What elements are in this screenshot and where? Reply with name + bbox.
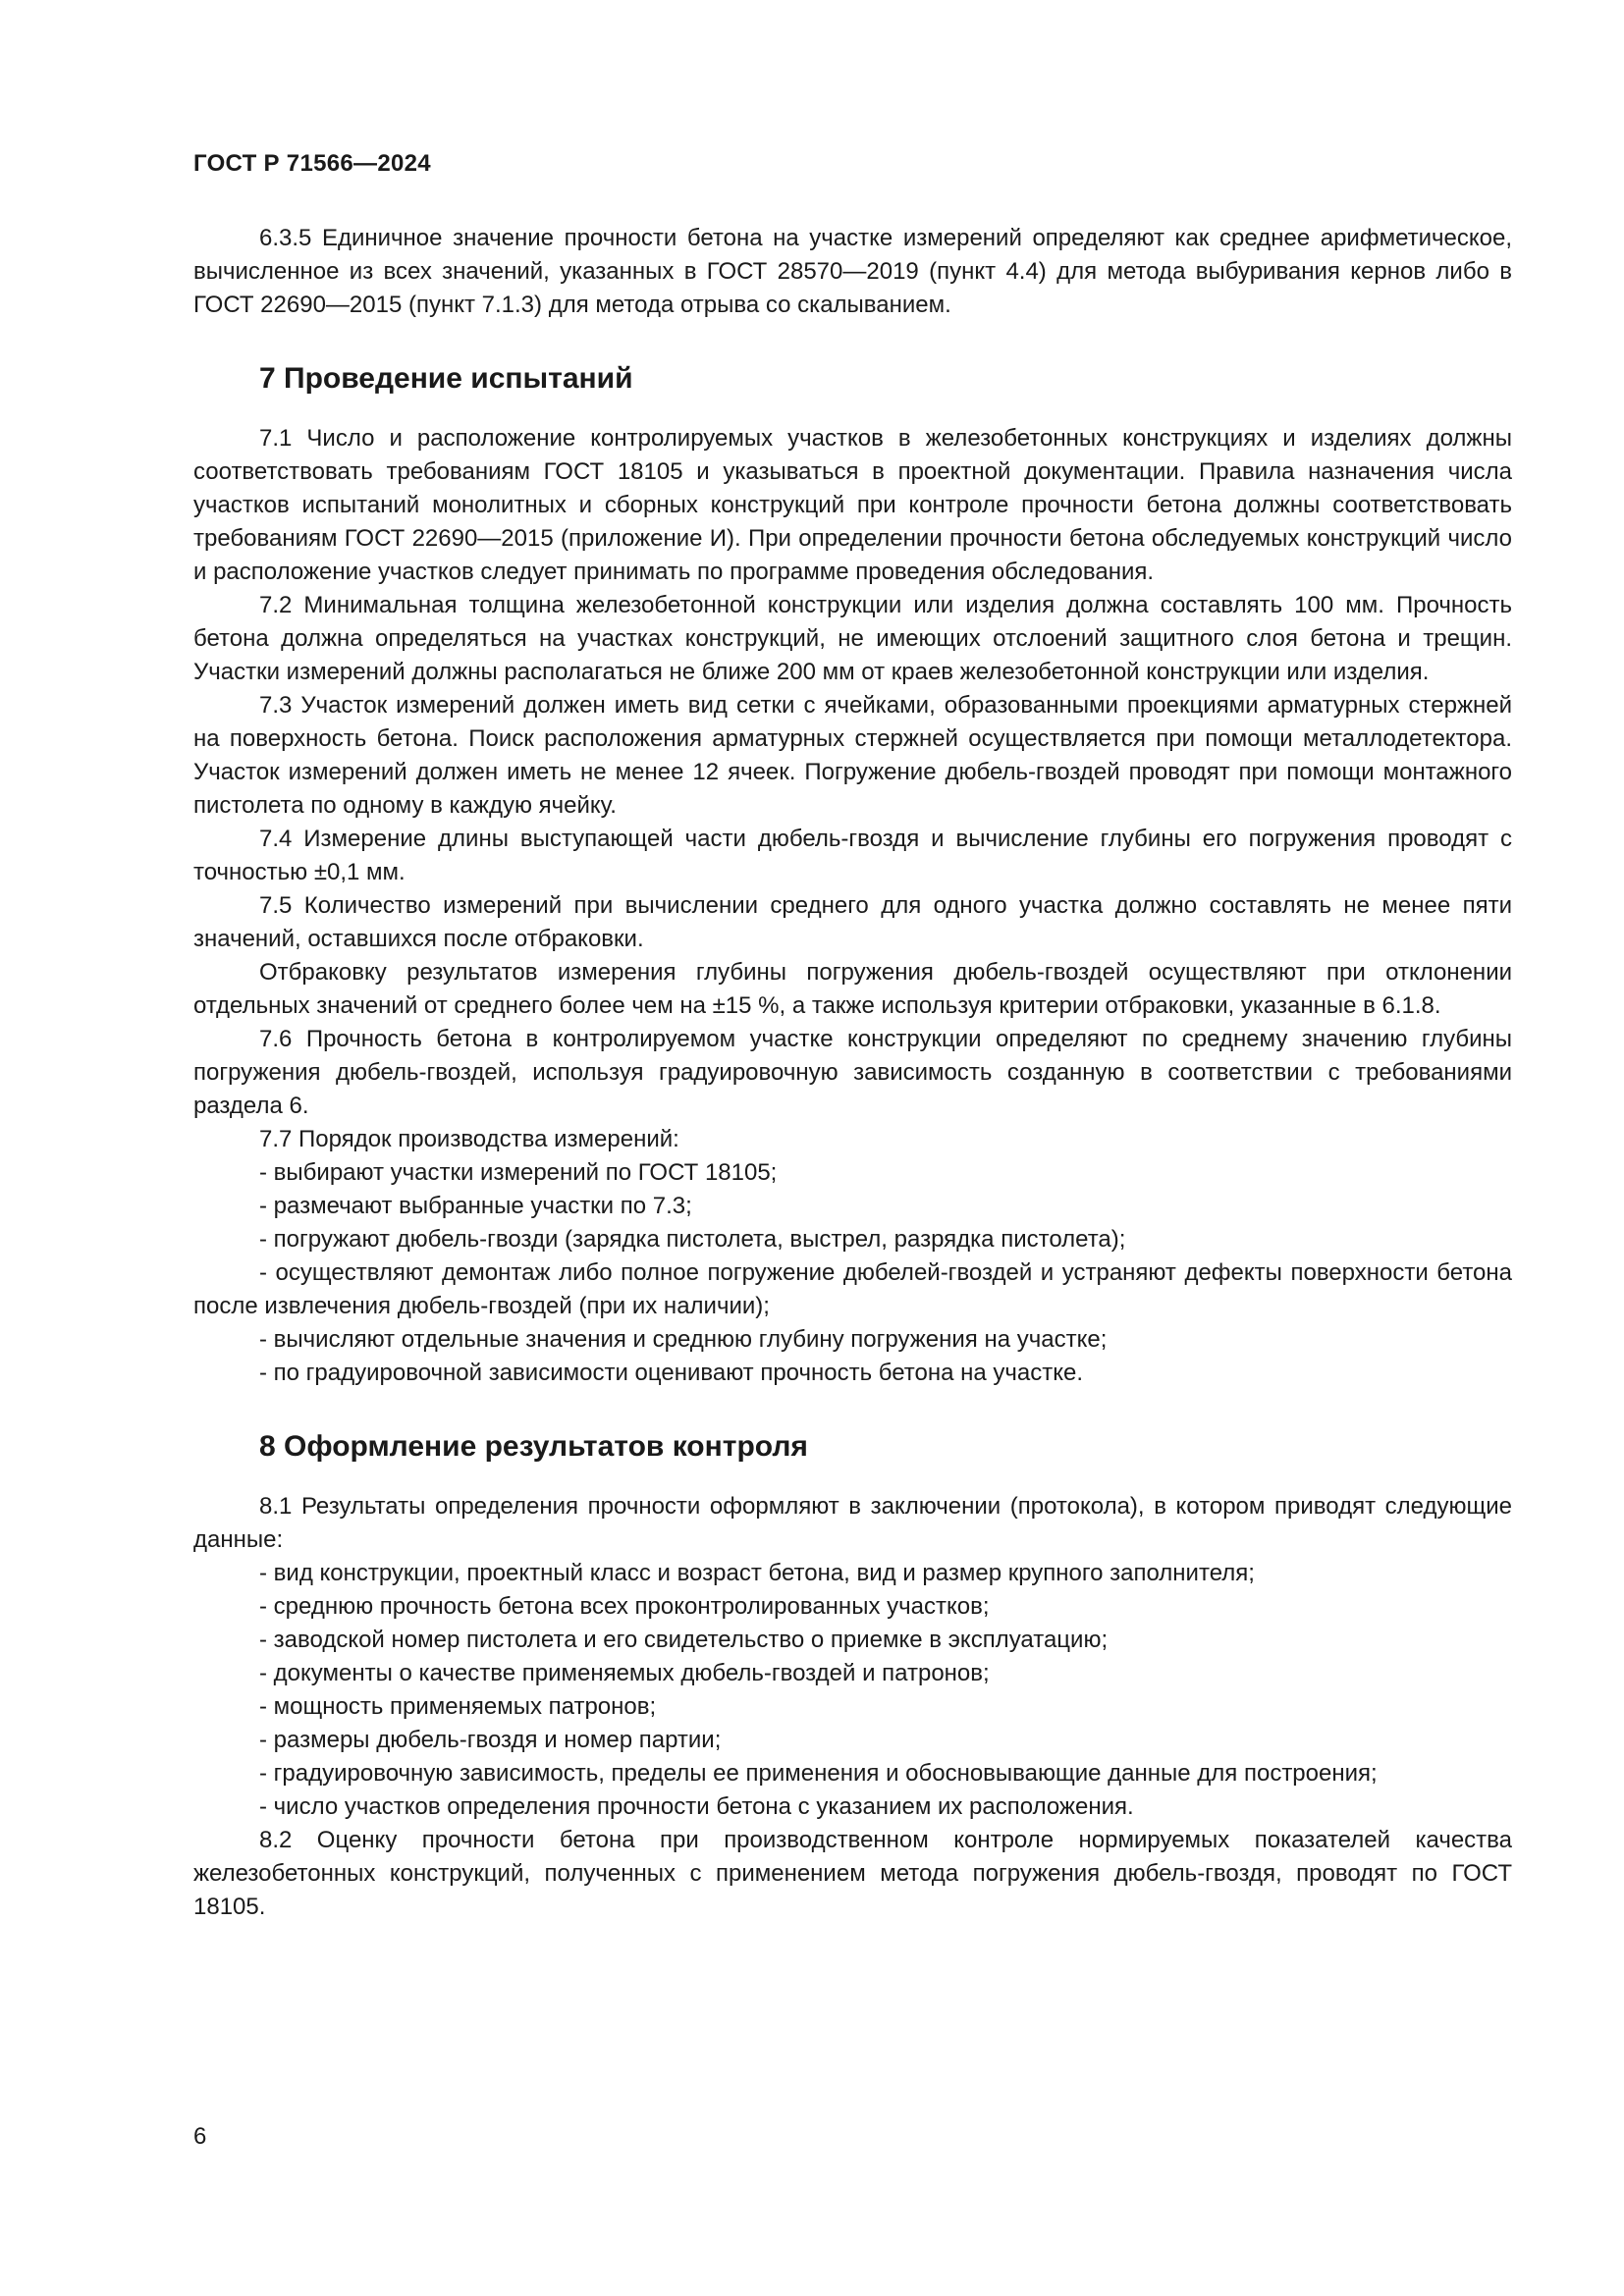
list-item: - заводской номер пистолета и его свидетельство о приемке в эксплуатацию; <box>259 1627 1109 1653</box>
paragraph-7-3: 7.3 Участок измерений должен иметь вид сетки с ячейками, образованными проекциями арматурных стержней на поверхность бетона. Поиск расположения арматурных стержней осуществляется при помощи металлодетектора. Участок измерений должен иметь не менее 12 ячеек. Погружение дюбель-гвоздей проводят при помощи монтажного пистолета по одному в каждую ячейку. <box>193 692 1512 819</box>
list-item: - число участков определения прочности бетона с указанием их расположения. <box>259 1793 1134 1820</box>
document-code-header: ГОСТ Р 71566—2024 <box>193 150 431 177</box>
paragraph-7-5: 7.5 Количество измерений при вычислении среднего для одного участка должно составлять не менее пяти значений, оставшихся после отбраковки. <box>193 892 1512 952</box>
section-8-heading: 8 Оформление результатов контроля <box>259 1430 808 1463</box>
document-body <box>193 222 1512 1924</box>
section-7-heading: 7 Проведение испытаний <box>259 362 633 395</box>
list-item: - по градуировочной зависимости оценивают прочность бетона на участке. <box>259 1360 1084 1386</box>
paragraph-8-1: 8.1 Результаты определения прочности оформляют в заключении (протокола), в котором приводят следующие данные: <box>193 1493 1512 1553</box>
list-item: - размеры дюбель-гвоздя и номер партии; <box>259 1727 722 1753</box>
paragraph-6-3-5: 6.3.5 Единичное значение прочности бетона на участке измерений определяют как среднее арифметическое, вычисленное из всех значений, указанных в ГОСТ 28570—2019 (пункт 4.4) для метода выбуривания кернов либо в ГОСТ 22690—2015 (пункт 7.1.3) для метода отрыва со скалыванием. <box>193 225 1512 318</box>
list-item: - мощность применяемых патронов; <box>259 1693 657 1720</box>
list-item: - среднюю прочность бетона всех проконтролированных участков; <box>259 1593 990 1620</box>
page-number: 6 <box>193 2123 207 2150</box>
paragraph-7-5-rejection: Отбраковку результатов измерения глубины погружения дюбель-гвоздей осуществляют при отклонении отдельных значений от среднего более чем на ±15 %, а также используя критерии отбраковки, указанные в 6.1.8. <box>193 959 1512 1019</box>
paragraph-7-1: 7.1 Число и расположение контролируемых участков в железобетонных конструкциях и изделиях должны соответствовать требованиям ГОСТ 18105 и указываться в проектной документации. Правила назначения числа участков испытаний монолитных и сборных конструкций при контроле прочности бетона должны соответствовать требованиям ГОСТ 22690—2015 (приложение И). При определении прочности бетона обследуемых конструкций число и расположение участков следует принимать по программе проведения обследования. <box>193 425 1512 585</box>
paragraph-8-2: 8.2 Оценку прочности бетона при производственном контроле нормируемых показателей качества железобетонных конструкций, полученных с применением метода погружения дюбель-гвоздя, проводят по ГОСТ 18105. <box>193 1827 1512 1920</box>
paragraph-7-6: 7.6 Прочность бетона в контролируемом участке конструкции определяют по среднему значению глубины погружения дюбель-гвоздей, используя градуировочную зависимость созданную в соответствии с требованиями раздела 6. <box>193 1026 1512 1119</box>
paragraph-7-4: 7.4 Измерение длины выступающей части дюбель-гвоздя и вычисление глубины его погружения проводят с точностью ±0,1 мм. <box>193 826 1512 885</box>
list-item: - выбирают участки измерений по ГОСТ 18105; <box>259 1159 778 1186</box>
list-item: - вид конструкции, проектный класс и возраст бетона, вид и размер крупного заполнителя; <box>259 1560 1255 1586</box>
list-item: - размечают выбранные участки по 7.3; <box>259 1193 692 1219</box>
list-item: - осуществляют демонтаж либо полное погружение дюбелей-гвоздей и устраняют дефекты поверхности бетона после извлечения дюбель-гвоздей (при их наличии); <box>193 1259 1512 1319</box>
paragraph-7-7: 7.7 Порядок производства измерений: <box>259 1126 679 1152</box>
paragraph-7-2: 7.2 Минимальная толщина железобетонной конструкции или изделия должна составлять 100 мм. Прочность бетона должна определяться на участках конструкций, не имеющих отслоений защитного слоя бетона и трещин. Участки измерений должны располагаться не ближе 200 мм от краев железобетонной конструкции или изделия. <box>193 592 1512 685</box>
list-item: - градуировочную зависимость, пределы ее применения и обосновывающие данные для построения; <box>259 1760 1378 1787</box>
measurement-procedure-list <box>193 1156 1512 1390</box>
list-item: - вычисляют отдельные значения и среднюю глубину погружения на участке; <box>259 1326 1108 1353</box>
report-data-list <box>193 1557 1512 1824</box>
list-item: - документы о качестве применяемых дюбель-гвоздей и патронов; <box>259 1660 990 1686</box>
list-item: - погружают дюбель-гвозди (зарядка пистолета, выстрел, разрядка пистолета); <box>259 1226 1126 1253</box>
